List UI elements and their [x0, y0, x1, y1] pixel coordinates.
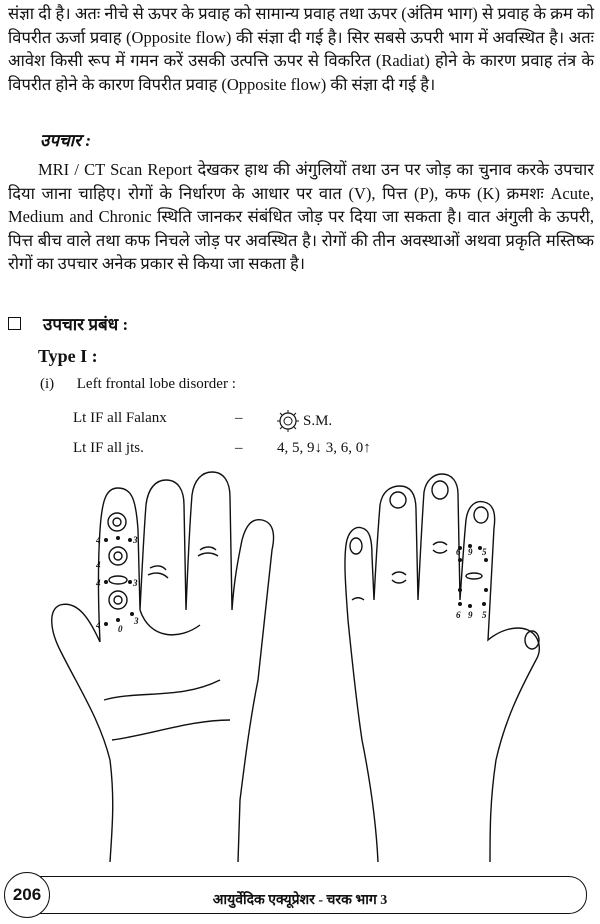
point-label: 5: [482, 547, 487, 557]
row-label: Lt IF all Falanx: [73, 410, 167, 426]
item-number: (i): [40, 376, 55, 392]
checkbox-icon: [8, 317, 21, 330]
row-falanx: [73, 410, 493, 432]
point-label: 9: [468, 610, 473, 620]
point-label: 4: [96, 620, 101, 630]
point-label: 4: [96, 535, 101, 545]
hands-illustration: [0, 470, 600, 865]
footer-title: आयुर्वेदिक एक्यूप्रेशर - चरक भाग 3: [212, 893, 388, 908]
left-hand-palm: [52, 472, 274, 862]
heading-upchar: उपचार :: [40, 131, 92, 150]
paragraph-treatment: MRI / CT Scan Report देखकर हाथ की अंगुलियों तथा उन पर जोड़ का चुनाव करके उपचार दिया जाना चाहिए। रोगों के निर्धारण के आधार पर वात (V), पित्त (P), कफ (K) क्रमशः Acute, Medium and Chronic स्थिति जानकर संबंधित जोड़ पर दिया जा सकता है। वात अंगुली के ऊपरी, पित्त बीच वाले तथा कफ निचले जोड़ पर अवस्थित है। रोगों की तीन अवस्थाओं अथवा प्रकृति मस्तिष्क रोगों का उपचार अनेक प्रकार से किया जा सकता है।: [8, 160, 594, 273]
row-value: [277, 410, 332, 432]
point-label: 3: [133, 535, 138, 545]
point-label: 0: [118, 624, 123, 634]
paragraph-intro: संज्ञा दी है। अतः नीचे से ऊपर के प्रवाह को सामान्य प्रवाह तथा ऊपर (अंतिम भाग) से प्रवाह के क्रम को विपरीत ऊर्जा प्रवाह (Opposite flow) की संज्ञा दी गई है। सिर सबसे ऊपरी भाग में अवस्थित है। अतः आवेश किसी रूप में गमन करें उसकी उत्पत्ति ऊपर से विकरित (Radiat) होने के कारण प्रवाह तंत्र के विपरीत होने के कारण विपरीत प्रवाह (Opposite flow) की संज्ञा दी गई है।: [8, 4, 594, 94]
section-title: [8, 312, 128, 335]
point-label: 6: [456, 547, 461, 557]
point-label: 4: [96, 560, 101, 570]
row-dash: –: [235, 440, 243, 456]
right-hand-back: [345, 474, 539, 862]
row-value: 4, 5, 9↓ 3, 6, 0↑: [277, 440, 371, 456]
row-dash: –: [235, 410, 243, 426]
item-text: Left frontal lobe disorder :: [76, 376, 236, 392]
point-label: 9: [468, 547, 473, 557]
point-label: 4: [96, 578, 101, 588]
row-joints: [73, 440, 493, 462]
type-title: Type I :: [38, 346, 98, 366]
page-number: 206: [4, 872, 50, 918]
point-label: 5: [482, 610, 487, 620]
row-label: Lt IF all jts.: [73, 440, 144, 456]
section-title-text: उपचार प्रबंध :: [43, 315, 129, 334]
point-label: 6: [456, 610, 461, 620]
item-line: [40, 376, 236, 393]
point-label: 3: [133, 578, 138, 588]
point-label: 3: [134, 616, 139, 626]
row-value-text: S.M.: [303, 412, 333, 429]
sun-moon-icon: [277, 410, 299, 432]
